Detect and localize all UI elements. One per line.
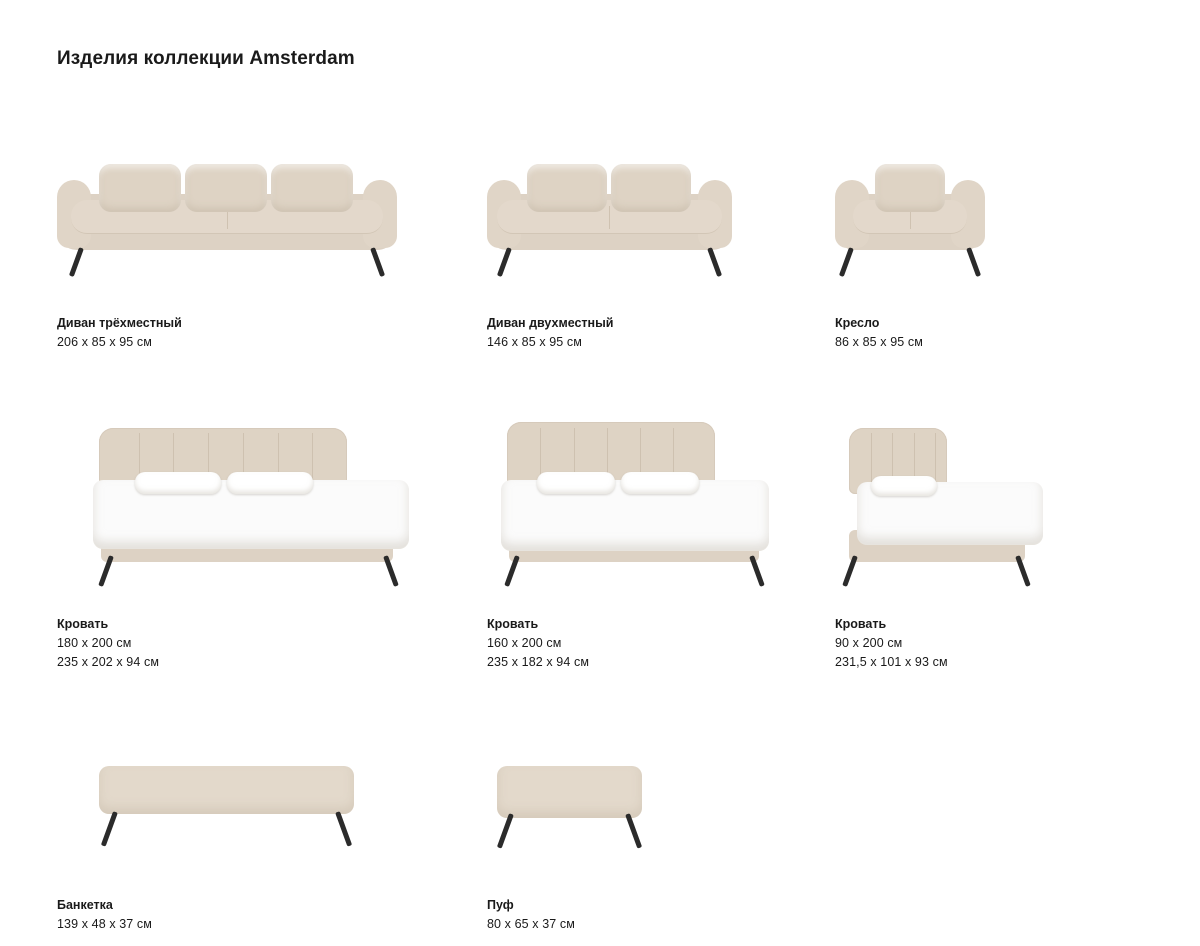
product-image-sofa-2 xyxy=(487,120,835,280)
bench-leg-shape xyxy=(101,811,118,847)
sofa-cushion-shape xyxy=(271,164,353,212)
product-mattress-size: 90 x 200 см xyxy=(835,636,903,650)
product-row-beds xyxy=(57,410,1147,710)
product-grid xyxy=(57,120,1147,946)
armchair-leg-shape xyxy=(839,247,854,277)
product-caption-armchair xyxy=(835,314,1135,352)
product-card-bed-90[interactable] xyxy=(835,410,1135,710)
bed-pillow-shape xyxy=(227,472,313,494)
product-name: Пуф xyxy=(487,898,514,912)
product-name: Кровать xyxy=(835,617,887,631)
product-dimensions: 235 x 182 x 94 см xyxy=(487,655,590,669)
product-caption-sofa-2 xyxy=(487,314,835,352)
product-caption-bed-180 xyxy=(57,615,487,672)
product-dimensions: 86 x 85 x 95 см xyxy=(835,335,923,349)
product-dimensions: 146 x 85 x 95 см xyxy=(487,335,582,349)
pouf-seat-shape xyxy=(497,766,642,818)
sofa-cushion-shape xyxy=(99,164,181,212)
product-dimensions: 80 x 65 x 37 см xyxy=(487,917,575,931)
product-image-bench xyxy=(57,766,487,876)
product-card-pouf[interactable] xyxy=(487,766,835,946)
product-caption-bench xyxy=(57,896,487,934)
bench-leg-shape xyxy=(335,811,352,847)
product-dimensions: 235 x 202 x 94 см xyxy=(57,655,160,669)
bed-pillow-shape xyxy=(871,476,937,496)
product-image-sofa-3 xyxy=(57,120,487,280)
product-card-bench[interactable] xyxy=(57,766,487,946)
product-name: Диван трёхместный xyxy=(57,316,182,330)
sofa-leg-shape xyxy=(707,247,722,277)
bed-pillow-shape xyxy=(621,472,699,494)
armchair-leg-shape xyxy=(966,247,981,277)
sofa-cushion-shape xyxy=(611,164,691,212)
product-image-pouf xyxy=(487,766,835,876)
product-dimensions: 231,5 x 101 x 93 см xyxy=(835,655,948,669)
product-image-bed-160 xyxy=(487,410,835,610)
product-card-sofa-3[interactable] xyxy=(57,120,487,360)
product-image-bed-90 xyxy=(835,410,1135,610)
product-caption-bed-160 xyxy=(487,615,835,672)
product-dimensions: 206 x 85 x 95 см xyxy=(57,335,152,349)
product-image-armchair xyxy=(835,120,1135,280)
pouf-leg-shape xyxy=(497,813,514,849)
product-dimensions: 139 x 48 x 37 см xyxy=(57,917,152,931)
bed-pillow-shape xyxy=(537,472,615,494)
product-caption-pouf xyxy=(487,896,835,934)
product-card-bed-180[interactable] xyxy=(57,410,487,710)
product-row-seating xyxy=(57,120,1147,360)
product-name: Кровать xyxy=(487,617,539,631)
product-card-bed-160[interactable] xyxy=(487,410,835,710)
product-caption-bed-90 xyxy=(835,615,1135,672)
product-name: Банкетка xyxy=(57,898,113,912)
product-name: Диван двухместный xyxy=(487,316,614,330)
product-name: Кровать xyxy=(57,617,109,631)
product-card-armchair[interactable] xyxy=(835,120,1135,360)
product-name: Кресло xyxy=(835,316,880,330)
sofa-cushion-shape xyxy=(185,164,267,212)
sofa-leg-shape xyxy=(370,247,385,277)
sofa-leg-shape xyxy=(497,247,512,277)
bed-pillow-shape xyxy=(135,472,221,494)
product-image-bed-180 xyxy=(57,410,487,610)
pouf-leg-shape xyxy=(625,813,642,849)
sofa-leg-shape xyxy=(69,247,84,277)
product-card-sofa-2[interactable] xyxy=(487,120,835,360)
bench-seat-shape xyxy=(99,766,354,814)
product-row-bench xyxy=(57,766,1147,946)
sofa-cushion-shape xyxy=(527,164,607,212)
product-mattress-size: 180 x 200 см xyxy=(57,636,132,650)
product-mattress-size: 160 x 200 см xyxy=(487,636,562,650)
product-caption-sofa-3 xyxy=(57,314,487,352)
armchair-cushion-shape xyxy=(875,164,945,212)
page-title: Изделия коллекции Amsterdam xyxy=(57,48,355,69)
